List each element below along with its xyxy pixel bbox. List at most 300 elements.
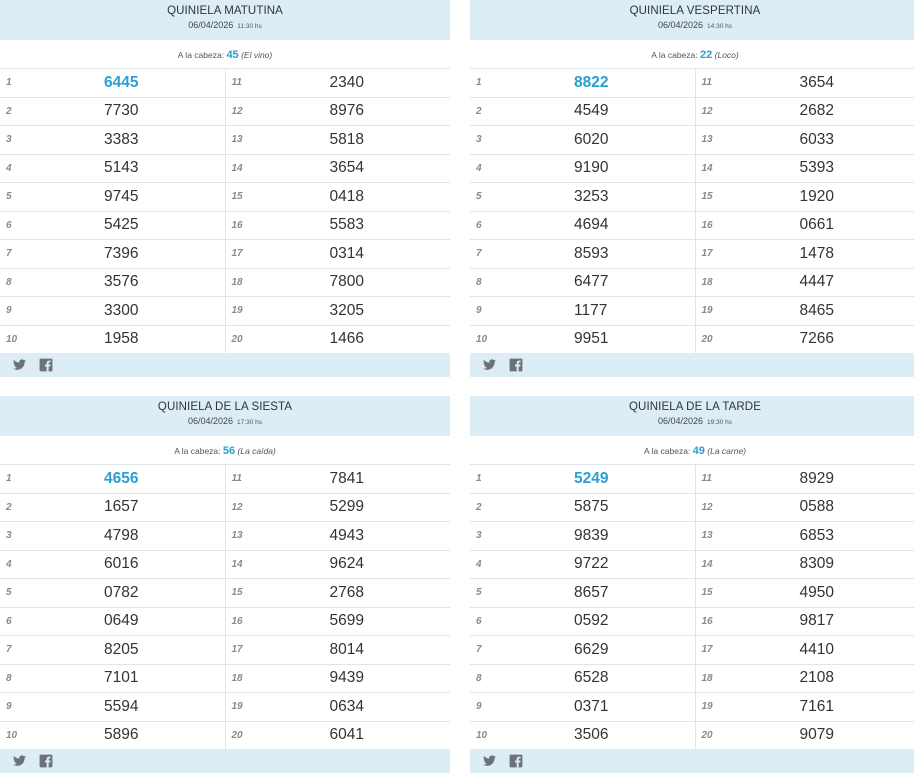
result-position: 11 [231, 77, 242, 89]
result-number: 4798 [104, 526, 139, 544]
result-position: 6 [6, 219, 12, 231]
result-row [0, 665, 225, 694]
result-position: 9 [476, 305, 482, 317]
result-number: 5896 [104, 726, 139, 744]
result-number: 7396 [104, 244, 139, 262]
result-row [696, 665, 914, 694]
result-number: 8929 [799, 469, 834, 487]
result-row [226, 269, 451, 298]
head-number: 4656 [104, 469, 139, 487]
result-position: 3 [476, 134, 482, 146]
result-number: 0634 [329, 697, 364, 715]
result-number: 0661 [799, 216, 834, 234]
result-number: 5393 [799, 159, 834, 177]
cabeza-label: A la cabeza: [174, 446, 221, 456]
result-position: 6 [476, 615, 482, 627]
result-position: 17 [701, 644, 713, 656]
result-position: 18 [231, 672, 243, 684]
result-number: 3576 [104, 273, 139, 291]
result-position: 20 [231, 729, 243, 741]
result-number: 3205 [329, 301, 364, 319]
result-number: 0588 [799, 498, 834, 516]
result-number: 1920 [799, 187, 834, 205]
card-title: QUINIELA MATUTINA [167, 5, 283, 17]
result-position: 3 [476, 530, 482, 542]
result-position: 1 [476, 473, 482, 485]
result-row [470, 693, 695, 722]
draw-date [0, 20, 450, 30]
result-row [470, 98, 695, 127]
draw-time: 17:30 hs [237, 419, 262, 426]
result-row [696, 494, 914, 523]
result-row [226, 98, 451, 127]
result-number: 9722 [574, 555, 609, 573]
result-row [696, 522, 914, 551]
result-row [696, 722, 914, 750]
facebook-icon[interactable] [509, 754, 524, 768]
result-position: 13 [231, 134, 243, 146]
result-number: 1478 [799, 244, 834, 262]
result-number: 5583 [329, 216, 364, 234]
result-position: 14 [231, 558, 243, 570]
result-position: 12 [701, 501, 713, 513]
head-number: 6445 [104, 73, 139, 91]
result-row [226, 126, 451, 155]
result-position: 5 [476, 587, 482, 599]
result-number: 9839 [574, 526, 609, 544]
result-row [470, 326, 695, 354]
result-row [226, 579, 451, 608]
result-number: 9624 [329, 555, 364, 573]
result-position: 12 [231, 105, 243, 117]
result-number: 4694 [574, 216, 609, 234]
result-position: 13 [701, 134, 713, 146]
result-row [696, 240, 914, 269]
result-position: 8 [6, 672, 12, 684]
draw-time: 14:30 hs [707, 23, 732, 30]
result-position: 4 [476, 558, 482, 570]
result-number: 8309 [799, 555, 834, 573]
results-column-1-10 [470, 465, 696, 749]
result-number: 7730 [104, 102, 139, 120]
result-number: 6853 [799, 526, 834, 544]
result-number: 6020 [574, 130, 609, 148]
result-number: 9439 [329, 669, 364, 687]
result-number: 3300 [104, 301, 139, 319]
result-position: 9 [476, 701, 482, 713]
quiniela-card [0, 396, 450, 773]
result-row [0, 693, 225, 722]
result-number: 9079 [799, 726, 834, 744]
result-number: 9745 [104, 187, 139, 205]
result-position: 18 [701, 672, 713, 684]
result-position: 12 [231, 501, 243, 513]
result-row [470, 155, 695, 184]
draw-time: 11:30 hs [237, 23, 262, 30]
result-row [470, 240, 695, 269]
result-number: 4549 [574, 102, 609, 120]
result-number: 6016 [104, 555, 139, 573]
results-column-11-20 [696, 465, 914, 749]
result-position: 4 [476, 162, 482, 174]
result-number: 6033 [799, 130, 834, 148]
result-position: 5 [476, 191, 482, 203]
cabeza-label: A la cabeza: [643, 446, 691, 456]
result-row [470, 465, 695, 494]
result-number: 8205 [104, 640, 139, 658]
draw-date-value: 06/04/2026 [188, 20, 234, 30]
result-row [470, 269, 695, 298]
result-row [696, 155, 914, 184]
result-row [470, 551, 695, 580]
result-number: 1958 [104, 330, 139, 348]
card-header [0, 396, 450, 436]
result-row [696, 212, 914, 241]
result-row [0, 579, 225, 608]
result-number: 1466 [329, 330, 364, 348]
cabeza-meaning: (La caída) [237, 446, 276, 456]
result-row [696, 98, 914, 127]
results-column-1-10 [0, 465, 226, 749]
result-row [226, 522, 451, 551]
result-row [470, 69, 695, 98]
result-position: 15 [231, 587, 243, 599]
result-position: 9 [6, 305, 12, 317]
result-number: 0371 [574, 697, 609, 715]
result-row [696, 579, 914, 608]
card-header [470, 396, 914, 436]
results-column-1-10 [0, 69, 226, 353]
result-number: 2340 [329, 73, 364, 91]
result-position: 1 [6, 77, 12, 89]
result-number: 2768 [329, 583, 364, 601]
result-row [0, 722, 225, 750]
result-position: 16 [701, 615, 713, 627]
result-number: 4950 [799, 583, 834, 601]
result-position: 11 [231, 473, 242, 485]
result-row [470, 608, 695, 637]
result-position: 6 [6, 615, 12, 627]
head-number: 5249 [574, 469, 609, 487]
result-row [696, 126, 914, 155]
result-position: 16 [231, 219, 243, 231]
result-row [226, 465, 451, 494]
a-la-cabeza [0, 40, 450, 69]
quiniela-card [0, 0, 450, 377]
result-row [470, 212, 695, 241]
result-position: 2 [476, 105, 482, 117]
result-row [226, 636, 451, 665]
result-number: 8657 [574, 583, 609, 601]
share-bar [0, 353, 450, 377]
facebook-icon[interactable] [39, 754, 54, 768]
card-title: QUINIELA VESPERTINA [629, 5, 761, 17]
result-position: 17 [231, 248, 243, 260]
cabeza-number: 49 [692, 445, 705, 457]
draw-date-value: 06/04/2026 [658, 20, 704, 30]
result-number: 5594 [104, 697, 139, 715]
result-position: 4 [6, 558, 12, 570]
result-position: 15 [701, 587, 713, 599]
result-row [470, 126, 695, 155]
result-number: 5818 [329, 130, 364, 148]
cabeza-label: A la cabeza: [177, 50, 225, 60]
result-position: 1 [476, 77, 482, 89]
draw-date [470, 20, 914, 30]
result-row [226, 608, 451, 637]
result-position: 11 [701, 77, 712, 89]
result-position: 15 [701, 191, 713, 203]
result-number: 1657 [104, 498, 139, 516]
result-position: 2 [476, 501, 482, 513]
a-la-cabeza [470, 40, 914, 69]
result-position: 17 [701, 248, 713, 260]
result-row [0, 212, 225, 241]
cabeza-label: A la cabeza: [651, 50, 698, 60]
result-position: 20 [701, 729, 713, 741]
share-bar [470, 749, 914, 773]
draw-date [470, 416, 914, 426]
result-position: 5 [6, 191, 12, 203]
result-row [0, 69, 225, 98]
result-row [0, 608, 225, 637]
result-row [0, 326, 225, 354]
a-la-cabeza [470, 436, 914, 465]
twitter-icon[interactable] [482, 754, 497, 768]
result-row [470, 636, 695, 665]
result-position: 8 [476, 672, 482, 684]
result-position: 2 [6, 501, 12, 513]
result-row [470, 579, 695, 608]
result-row [696, 183, 914, 212]
cabeza-meaning: (La carne) [707, 446, 747, 456]
result-row [696, 269, 914, 298]
result-row [696, 297, 914, 326]
result-number: 0782 [104, 583, 139, 601]
result-row [0, 636, 225, 665]
result-position: 18 [701, 276, 713, 288]
result-position: 11 [701, 473, 712, 485]
result-position: 15 [231, 191, 243, 203]
results-column-11-20 [696, 69, 914, 353]
result-row [226, 551, 451, 580]
result-position: 6 [476, 219, 482, 231]
result-number: 3506 [574, 726, 609, 744]
result-number: 8014 [329, 640, 364, 658]
result-position: 19 [701, 305, 713, 317]
result-position: 18 [231, 276, 243, 288]
result-number: 0418 [329, 187, 364, 205]
result-position: 16 [231, 615, 243, 627]
result-number: 8593 [574, 244, 609, 262]
card-header [0, 0, 450, 40]
result-number: 0649 [104, 612, 139, 630]
draw-date [0, 416, 450, 426]
cabeza-number: 45 [226, 49, 239, 61]
cabeza-meaning: (Loco) [714, 50, 739, 60]
cabeza-meaning: (El vino) [241, 50, 273, 60]
result-row [0, 297, 225, 326]
draw-date-value: 06/04/2026 [658, 416, 704, 426]
results-column-11-20 [226, 465, 451, 749]
result-position: 8 [6, 276, 12, 288]
result-row [226, 665, 451, 694]
result-row [226, 494, 451, 523]
result-position: 5 [6, 587, 12, 599]
result-row [226, 722, 451, 750]
result-number: 9190 [574, 159, 609, 177]
result-row [0, 183, 225, 212]
results-grid [0, 465, 450, 749]
result-row [470, 183, 695, 212]
result-number: 3253 [574, 187, 609, 205]
result-row [226, 693, 451, 722]
result-position: 17 [231, 644, 243, 656]
result-row [0, 155, 225, 184]
result-number: 6041 [329, 726, 364, 744]
result-row [226, 240, 451, 269]
result-row [696, 326, 914, 354]
result-row [696, 608, 914, 637]
cabeza-number: 56 [222, 445, 236, 457]
result-position: 9 [6, 701, 12, 713]
result-row [470, 297, 695, 326]
head-number: 8822 [574, 73, 609, 91]
result-row [226, 297, 451, 326]
result-row [696, 636, 914, 665]
result-position: 13 [701, 530, 713, 542]
result-position: 2 [6, 105, 12, 117]
result-position: 19 [701, 701, 713, 713]
result-number: 2108 [799, 669, 834, 687]
twitter-icon[interactable] [12, 358, 27, 372]
result-number: 4943 [329, 526, 364, 544]
result-position: 7 [476, 644, 482, 656]
result-number: 2682 [799, 102, 834, 120]
result-row [696, 69, 914, 98]
result-number: 8465 [799, 301, 834, 319]
a-la-cabeza [0, 436, 450, 465]
result-number: 0314 [329, 244, 364, 262]
result-position: 3 [6, 134, 12, 146]
result-position: 10 [476, 333, 488, 345]
result-row [696, 693, 914, 722]
result-position: 14 [701, 162, 713, 174]
result-number: 9817 [799, 612, 834, 630]
result-row [470, 522, 695, 551]
result-position: 10 [6, 729, 18, 741]
results-column-1-10 [470, 69, 696, 353]
twitter-icon[interactable] [482, 358, 497, 372]
result-row [470, 722, 695, 750]
result-position: 13 [231, 530, 243, 542]
result-number: 7800 [329, 273, 364, 291]
result-row [0, 269, 225, 298]
result-number: 6629 [574, 640, 609, 658]
result-number: 7266 [799, 330, 834, 348]
result-number: 5425 [104, 216, 139, 234]
result-position: 3 [6, 530, 12, 542]
results-grid [0, 69, 450, 353]
twitter-icon[interactable] [12, 754, 27, 768]
facebook-icon[interactable] [509, 358, 524, 372]
result-row [226, 212, 451, 241]
facebook-icon[interactable] [39, 358, 54, 372]
result-position: 20 [701, 333, 713, 345]
result-position: 7 [476, 248, 482, 260]
result-row [470, 665, 695, 694]
result-number: 8976 [329, 102, 364, 120]
result-position: 1 [6, 473, 12, 485]
result-row [0, 98, 225, 127]
result-row [226, 183, 451, 212]
result-row [0, 126, 225, 155]
quiniela-card [470, 396, 914, 773]
result-row [470, 494, 695, 523]
result-row [0, 465, 225, 494]
draw-date-value: 06/04/2026 [188, 416, 234, 426]
result-number: 1177 [574, 301, 608, 319]
result-row [0, 551, 225, 580]
result-position: 4 [6, 162, 12, 174]
quiniela-card [470, 0, 914, 377]
result-number: 5299 [329, 498, 364, 516]
result-row [0, 522, 225, 551]
result-number: 0592 [574, 612, 609, 630]
result-position: 14 [231, 162, 243, 174]
result-row [226, 155, 451, 184]
results-grid [470, 465, 914, 749]
share-bar [0, 749, 450, 773]
result-position: 19 [231, 305, 243, 317]
result-number: 9951 [574, 330, 609, 348]
result-position: 12 [701, 105, 713, 117]
result-row [226, 69, 451, 98]
result-position: 10 [476, 729, 488, 741]
card-title: QUINIELA DE LA SIESTA [157, 401, 293, 413]
result-number: 4447 [799, 273, 834, 291]
result-number: 3654 [329, 159, 364, 177]
result-number: 7841 [329, 469, 364, 487]
results-column-11-20 [226, 69, 451, 353]
result-row [0, 240, 225, 269]
result-position: 14 [701, 558, 713, 570]
result-number: 5875 [574, 498, 609, 516]
cabeza-number: 22 [699, 49, 713, 61]
result-number: 6528 [574, 669, 609, 687]
result-row [0, 494, 225, 523]
card-header [470, 0, 914, 40]
result-number: 6477 [574, 273, 609, 291]
share-bar [470, 353, 914, 377]
result-number: 4410 [799, 640, 834, 658]
result-number: 5699 [329, 612, 364, 630]
result-number: 3383 [104, 130, 139, 148]
result-position: 7 [6, 644, 12, 656]
result-row [696, 551, 914, 580]
draw-time: 19:30 hs [707, 419, 732, 426]
result-row [696, 465, 914, 494]
card-title: QUINIELA DE LA TARDE [629, 401, 761, 413]
result-row [226, 326, 451, 354]
result-position: 20 [231, 333, 243, 345]
results-grid [470, 69, 914, 353]
result-position: 16 [701, 219, 713, 231]
result-number: 3654 [799, 73, 834, 91]
result-number: 7101 [104, 669, 139, 687]
result-number: 5143 [104, 159, 139, 177]
result-position: 19 [231, 701, 243, 713]
